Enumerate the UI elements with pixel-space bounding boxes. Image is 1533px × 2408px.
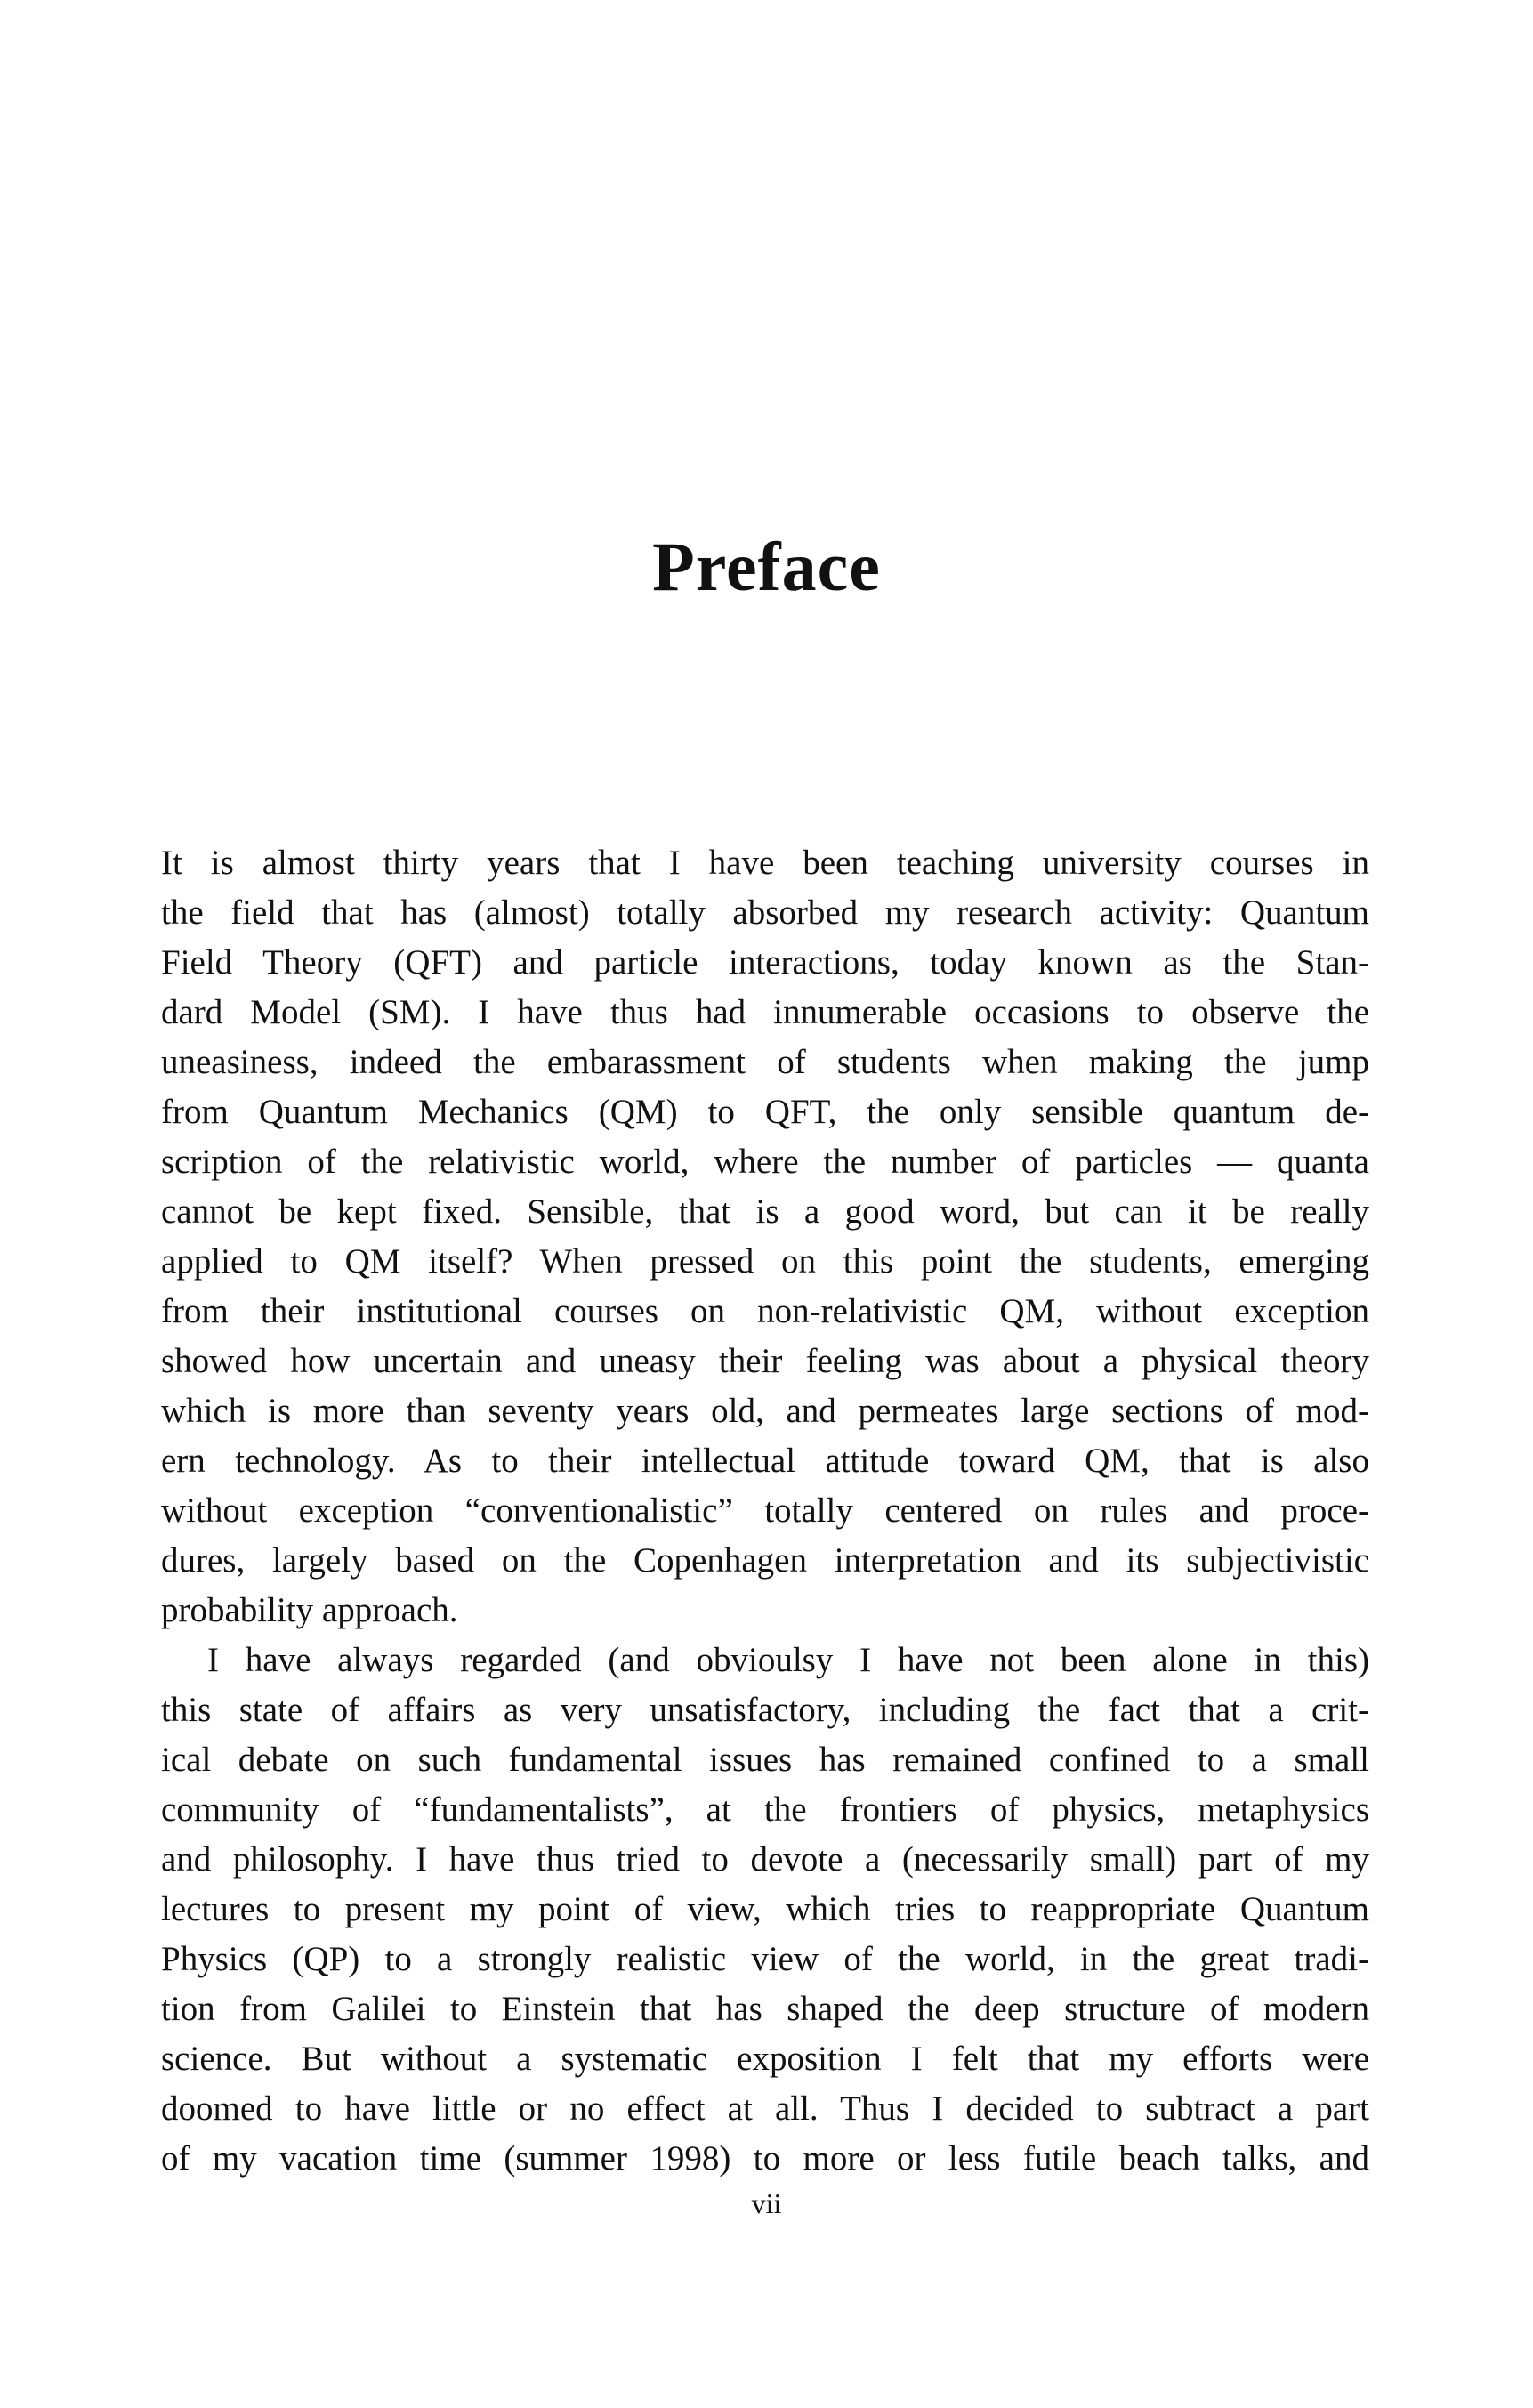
page-title: Preface	[652, 528, 881, 606]
text-line: without exception “conventionalistic” totally centered on rules and proce-	[161, 1491, 1369, 1530]
page-number: vii	[751, 2187, 782, 2219]
text-line: and philosophy. I have thus tried to devote a (necessarily small) part of my	[161, 1840, 1369, 1879]
text-line: the field that has (almost) totally absorbed my research activity: Quantum	[161, 893, 1369, 932]
text-line: lectures to present my point of view, which tries to reappropriate Quantum	[161, 1890, 1369, 1928]
text-line: doomed to have little or no effect at all. Thus I decided to subtract a part	[161, 2089, 1369, 2128]
text-line: from their institutional courses on non-relativistic QM, without exception	[161, 1292, 1369, 1330]
text-line: ical debate on such fundamental issues has remained confined to a small	[161, 1741, 1369, 1779]
text-line: from Quantum Mechanics (QM) to QFT, the only sensible quantum de-	[161, 1093, 1369, 1131]
text-line: science. But without a systematic exposition I felt that my efforts were	[161, 2040, 1369, 2078]
text-line: Physics (QP) to a strongly realistic view of the world, in the great tradi-	[161, 1940, 1369, 1978]
text-line: cannot be kept fixed. Sensible, that is a good word, but can it be really	[161, 1192, 1369, 1231]
text-line: Field Theory (QFT) and particle interactions, today known as the Stan-	[161, 943, 1369, 982]
text-line: dures, largely based on the Copenhagen interpretation and its subjectivistic	[161, 1541, 1369, 1580]
text-line: I have always regarded (and obvioulsy I have not been alone in this)	[207, 1641, 1369, 1679]
preface-body	[161, 838, 1369, 2184]
text-line: of my vacation time (summer 1998) to more or less futile beach talks, and	[161, 2139, 1369, 2178]
text-line: this state of affairs as very unsatisfactory, including the fact that a crit-	[161, 1691, 1369, 1729]
text-line: dard Model (SM). I have thus had innumerable occasions to observe the	[161, 993, 1369, 1031]
text-line: ern technology. As to their intellectual attitude toward QM, that is also	[161, 1442, 1369, 1480]
text-line: applied to QM itself? When pressed on this point the students, emerging	[161, 1242, 1369, 1281]
text-line: tion from Galilei to Einstein that has shaped the deep structure of modern	[161, 1990, 1369, 2028]
text-line: which is more than seventy years old, and permeates large sections of mod-	[161, 1392, 1369, 1430]
text-line: probability approach.	[161, 1591, 458, 1629]
text-line: scription of the relativistic world, where the number of particles — quanta	[161, 1143, 1369, 1181]
text-line: community of “fundamentalists”, at the frontiers of physics, metaphysics	[161, 1790, 1369, 1829]
text-line: It is almost thirty years that I have been teaching university courses in	[161, 844, 1369, 882]
text-line: uneasiness, indeed the embarassment of students when making the jump	[161, 1043, 1369, 1081]
text-line: showed how uncertain and uneasy their feeling was about a physical theory	[161, 1342, 1369, 1380]
